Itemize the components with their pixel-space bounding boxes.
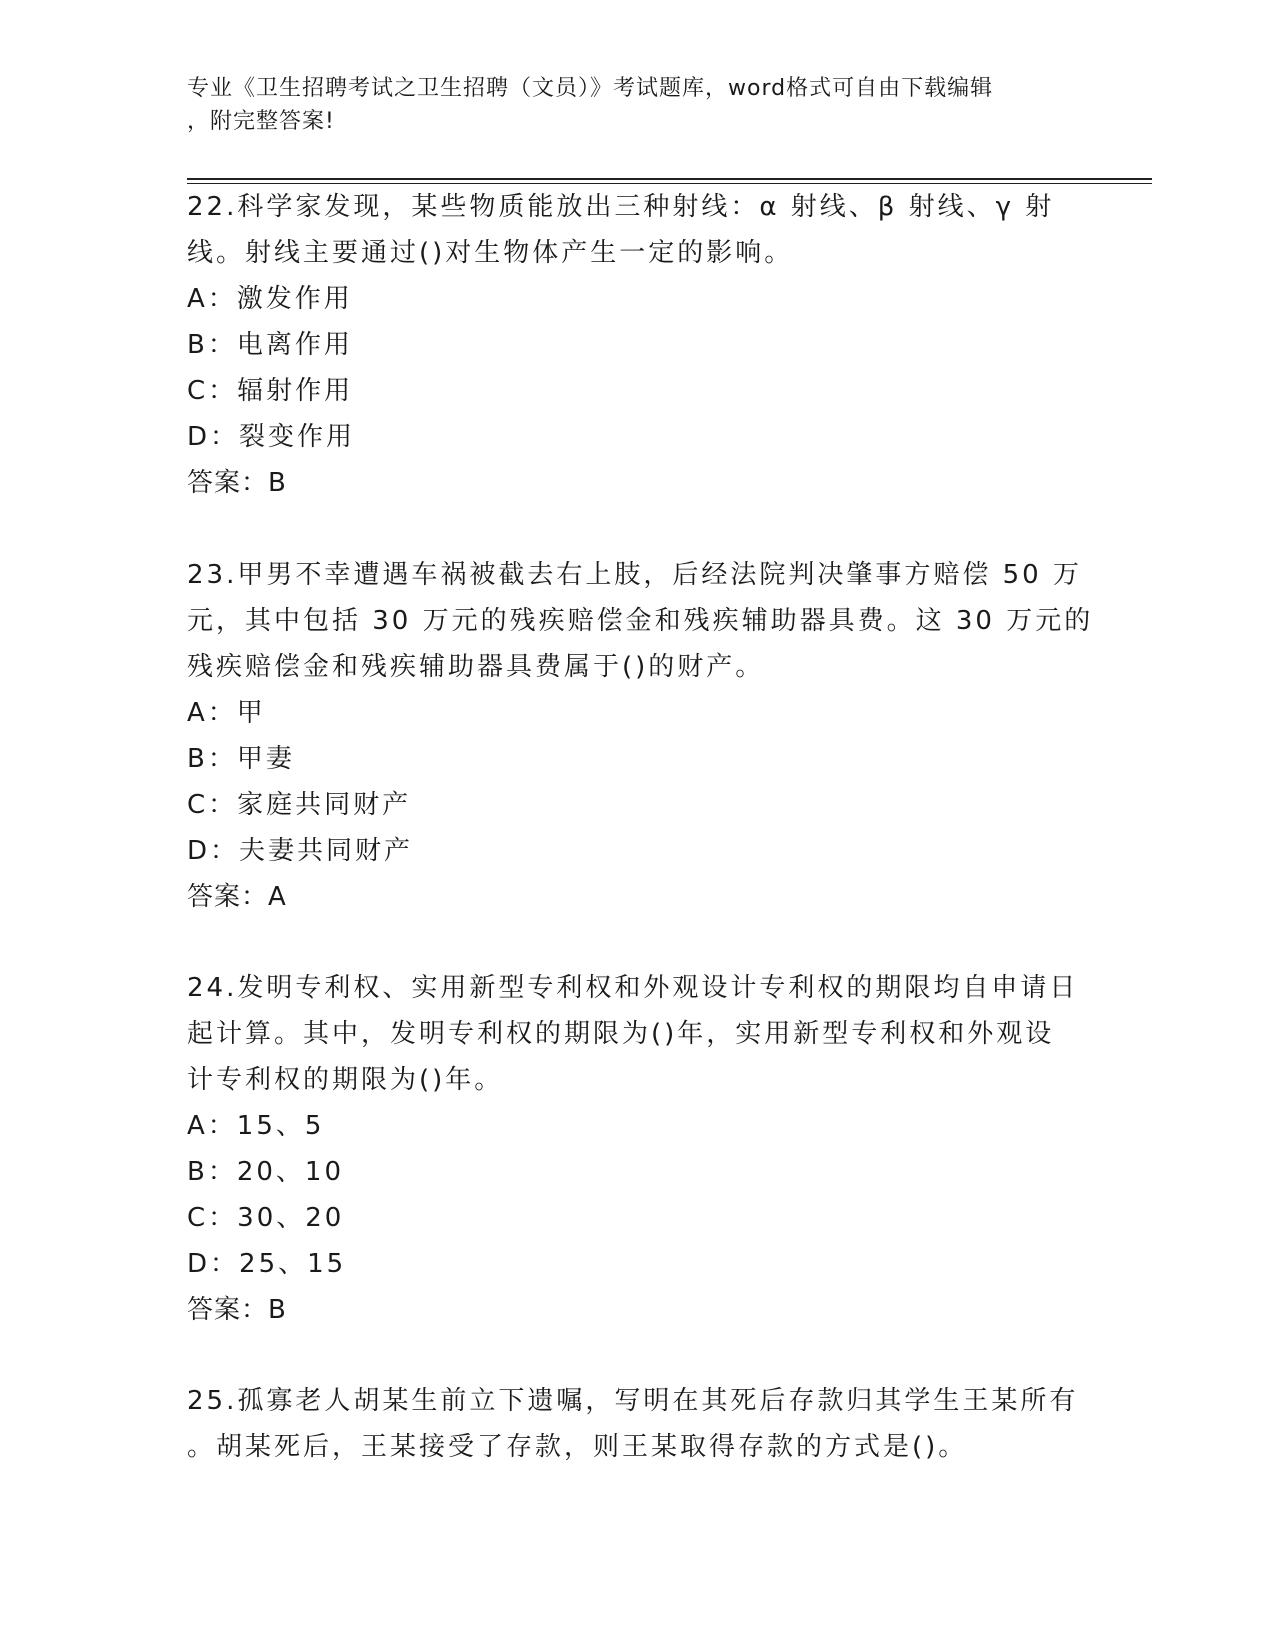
option-c: C：家庭共同财产 <box>187 790 412 820</box>
question-text-line: 23.甲男不幸遭遇车祸被截去右上肢，后经法院判决肇事方赔偿 50 万 <box>187 560 1082 590</box>
option-b: B：甲妻 <box>187 744 295 774</box>
question-24 <box>187 965 1087 1333</box>
question-23 <box>187 552 1094 920</box>
question-text-line: 25.孤寡老人胡某生前立下遗嘱，写明在其死后存款归其学生王某所有 <box>187 1386 1079 1416</box>
answer: 答案：A <box>187 882 287 912</box>
option-a: A：甲 <box>187 698 266 728</box>
question-text <box>187 1378 1087 1470</box>
question-text <box>187 552 1094 690</box>
question-text-line: 起计算。其中，发明专利权的期限为()年，实用新型专利权和外观设 <box>187 1019 1055 1049</box>
question-25 <box>187 1378 1087 1470</box>
question-text-line: 线。射线主要通过()对生物体产生一定的影响。 <box>187 238 794 268</box>
question-text <box>187 965 1087 1103</box>
option-c: C：30、20 <box>187 1203 345 1233</box>
option-c: C：辐射作用 <box>187 376 354 406</box>
answer: 答案：B <box>187 468 287 498</box>
document-header <box>187 72 1067 138</box>
question-text <box>187 184 1087 276</box>
option-a: A：15、5 <box>187 1111 325 1141</box>
option-d: D：裂变作用 <box>187 422 356 452</box>
question-text-line: 元，其中包括 30 万元的残疾赔偿金和残疾辅助器具费。这 30 万元的 <box>187 606 1094 636</box>
header-line-1: 专业《卫生招聘考试之卫生招聘（文员）》考试题库，word格式可自由下载编辑 <box>187 76 994 101</box>
question-text-line: 22.科学家发现，某些物质能放出三种射线：α 射线、β 射线、γ 射 <box>187 192 1055 222</box>
answer: 答案：B <box>187 1295 287 1325</box>
option-d: D：夫妻共同财产 <box>187 836 414 866</box>
option-d: D：25、15 <box>187 1249 347 1279</box>
question-text-line: 。胡某死后，王某接受了存款，则王某取得存款的方式是()。 <box>187 1432 968 1462</box>
question-text-line: 残疾赔偿金和残疾辅助器具费属于()的财产。 <box>187 652 765 682</box>
option-b: B：电离作用 <box>187 330 353 360</box>
option-a: A：激发作用 <box>187 284 353 314</box>
question-22 <box>187 184 1087 506</box>
option-b: B：20、10 <box>187 1157 345 1187</box>
question-text-line: 24.发明专利权、实用新型专利权和外观设计专利权的期限均自申请日 <box>187 973 1079 1003</box>
question-text-line: 计专利权的期限为()年。 <box>187 1065 504 1095</box>
header-divider-thick <box>187 178 1152 180</box>
header-line-2: ，附完整答案! <box>187 109 335 134</box>
